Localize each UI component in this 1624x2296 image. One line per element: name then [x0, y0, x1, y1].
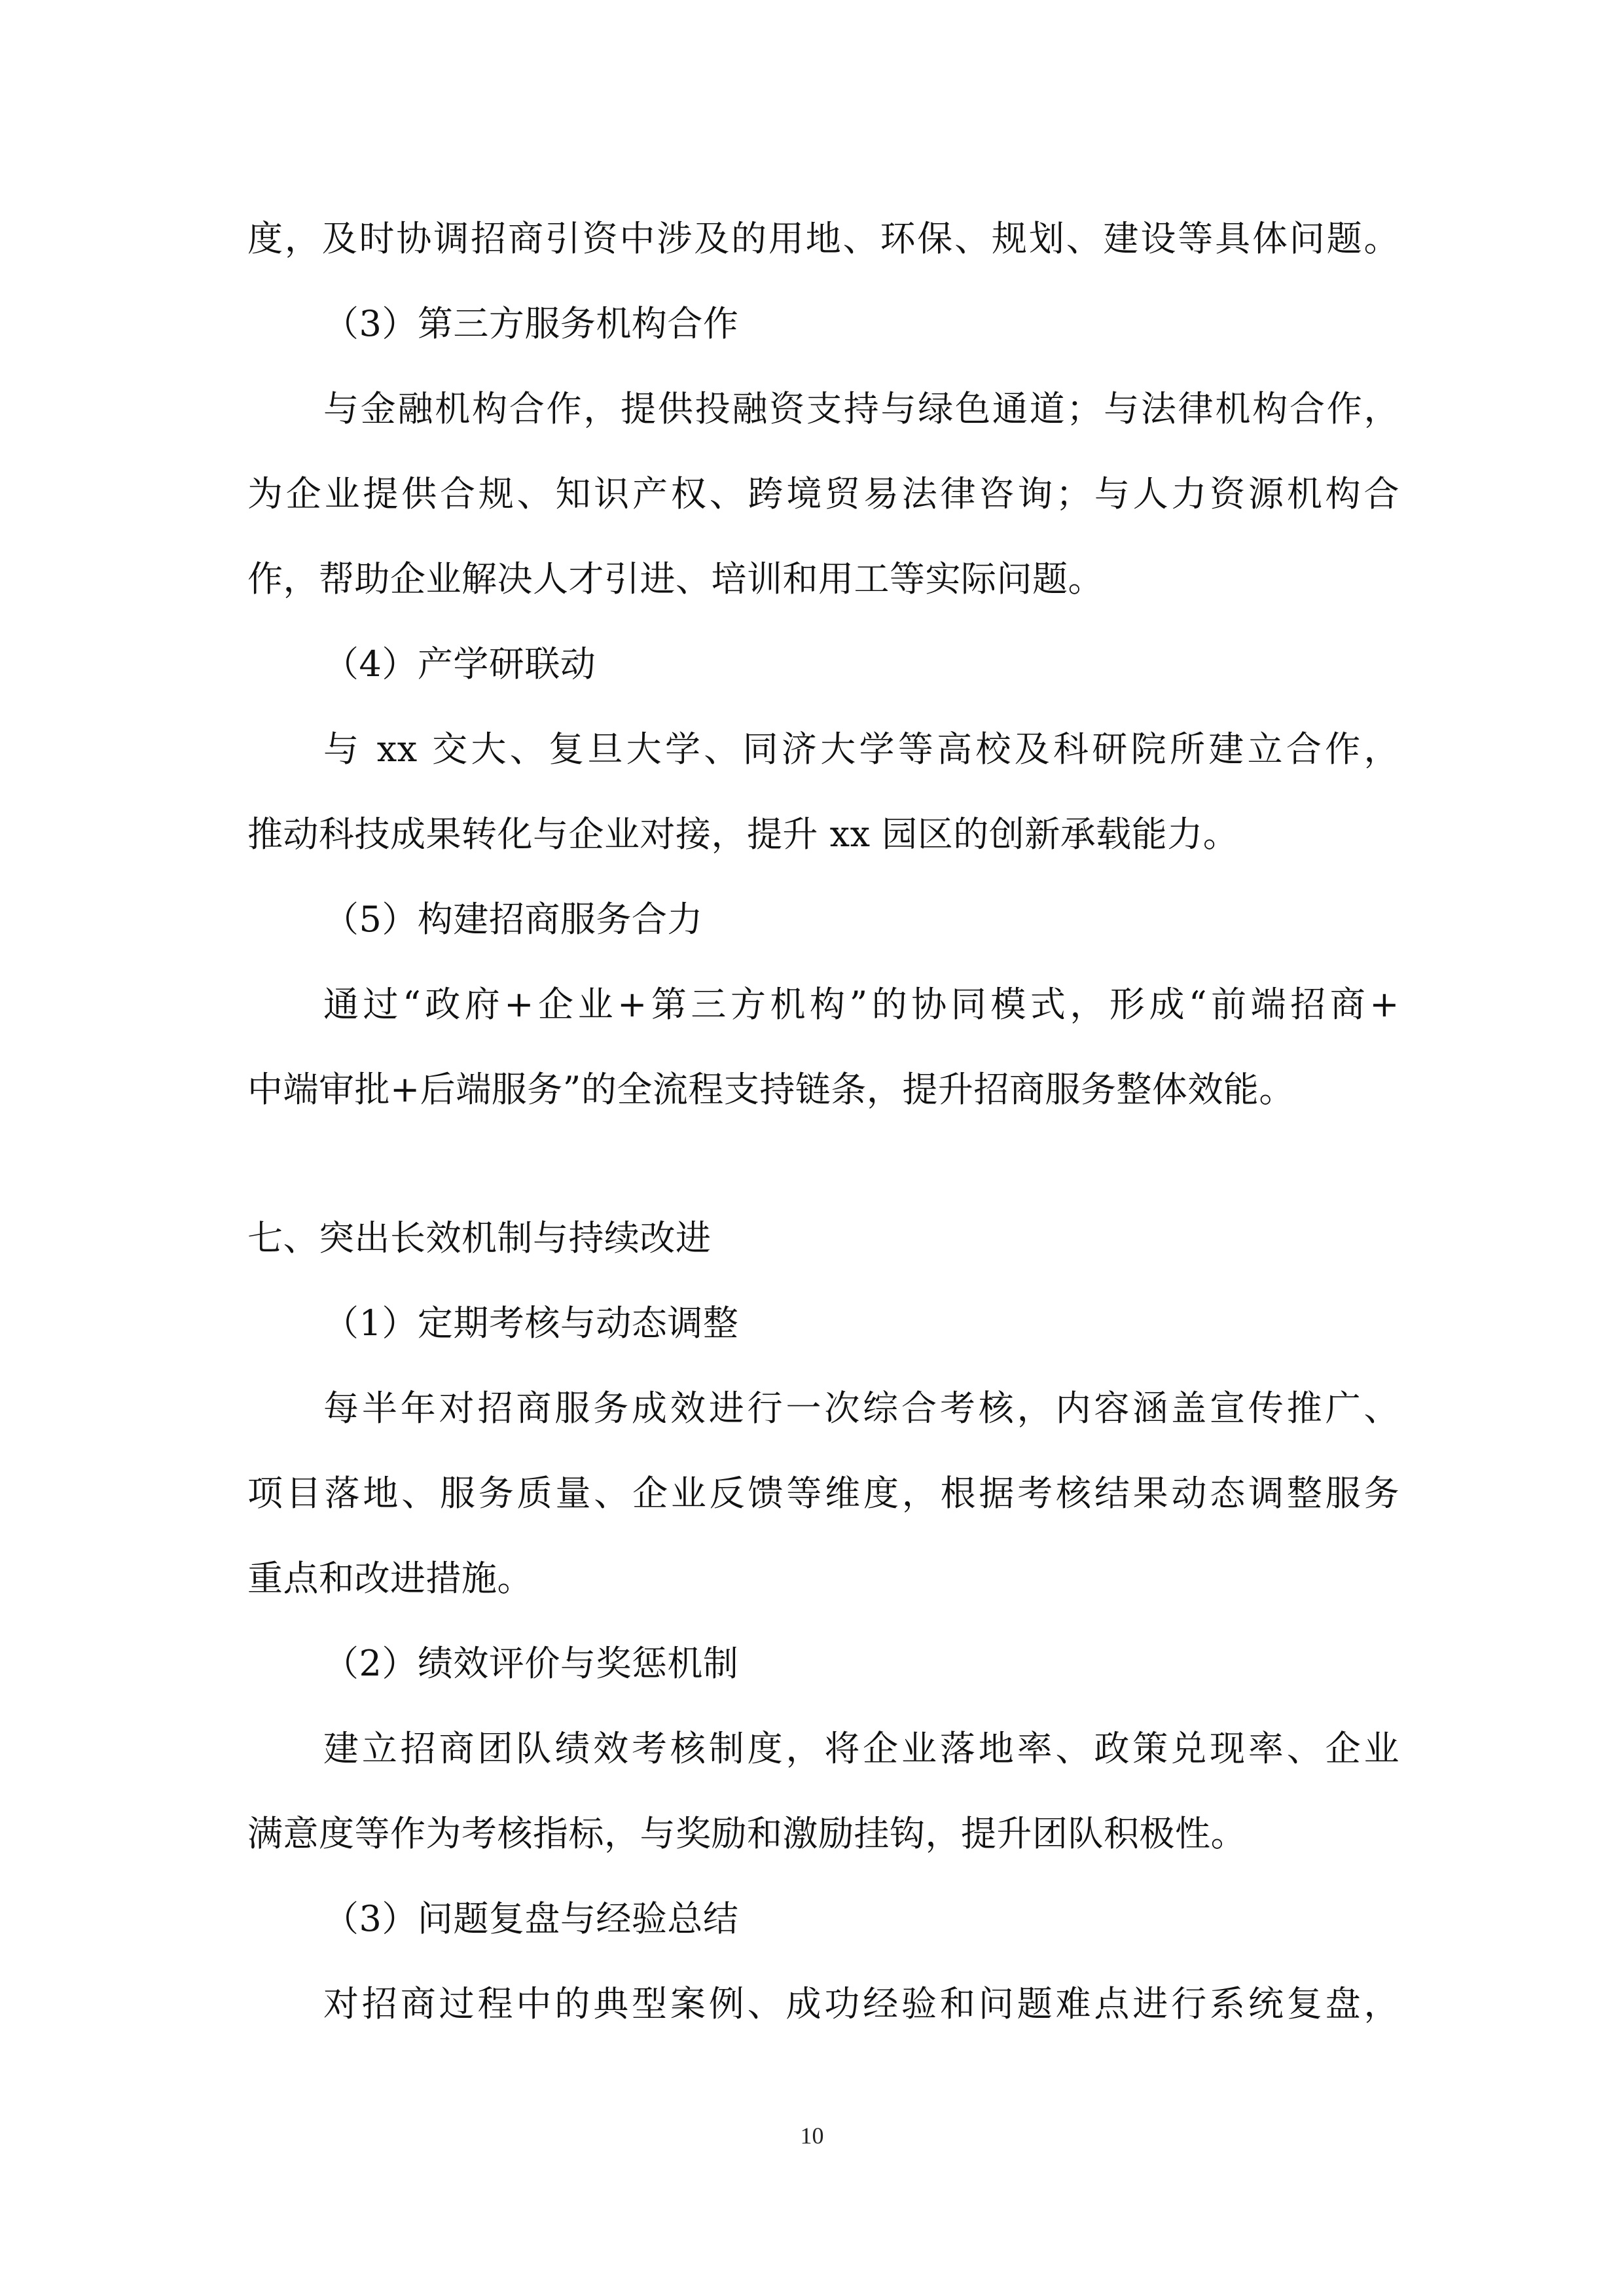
page-number: 10 [800, 2123, 824, 2149]
subsection-heading: （3）问题复盘与经验总结 [323, 1898, 739, 1939]
subsection-heading: （1）定期考核与动态调整 [323, 1302, 739, 1344]
subsection-heading: （4）产学研联动 [323, 643, 596, 685]
paragraph-line: 通过“政府+企业+第三方机构”的协同模式，形成“前端招商+ [323, 984, 1399, 1025]
section-heading: 七、突出长效机制与持续改进 [247, 1217, 712, 1259]
paragraph-line: 满意度等作为考核指标，与奖励和激励挂钩，提升团队积极性。 [247, 1813, 1246, 1854]
subsection-heading: （3）第三方服务机构合作 [323, 303, 739, 344]
subsection-heading: （5）构建招商服务合力 [323, 899, 703, 940]
paragraph-line: 重点和改进措施。 [247, 1558, 533, 1599]
subsection-heading: （2）绩效评价与奖惩机制 [323, 1643, 739, 1684]
paragraph-line: 项目落地、服务质量、企业反馈等维度，根据考核结果动态调整服务 [247, 1473, 1399, 1514]
paragraph-line: 与金融机构合作，提供投融资支持与绿色通道；与法律机构合作， [323, 388, 1399, 429]
paragraph-line: 中端审批+后端服务”的全流程支持链条，提升招商服务整体效能。 [247, 1069, 1295, 1110]
paragraph-line: 作，帮助企业解决人才引进、培训和用工等实际问题。 [247, 558, 1104, 600]
paragraph-line: 与 xx 交大、复旦大学、同济大学等高校及科研院所建立合作， [323, 728, 1399, 770]
paragraph-line: 度，及时协调招商引资中涉及的用地、环保、规划、建设等具体问题。 [247, 218, 1399, 259]
paragraph-line: 对招商过程中的典型案例、成功经验和问题难点进行系统复盘， [323, 1983, 1399, 2024]
paragraph-line: 为企业提供合规、知识产权、跨境贸易法律咨询；与人力资源机构合 [247, 473, 1399, 514]
paragraph-line: 每半年对招商服务成效进行一次综合考核，内容涵盖宣传推广、 [323, 1388, 1399, 1429]
paragraph-line: 建立招商团队绩效考核制度，将企业落地率、政策兑现率、企业 [323, 1728, 1399, 1769]
paragraph-line: 推动科技成果转化与企业对接，提升 xx 园区的创新承载能力。 [247, 814, 1239, 855]
